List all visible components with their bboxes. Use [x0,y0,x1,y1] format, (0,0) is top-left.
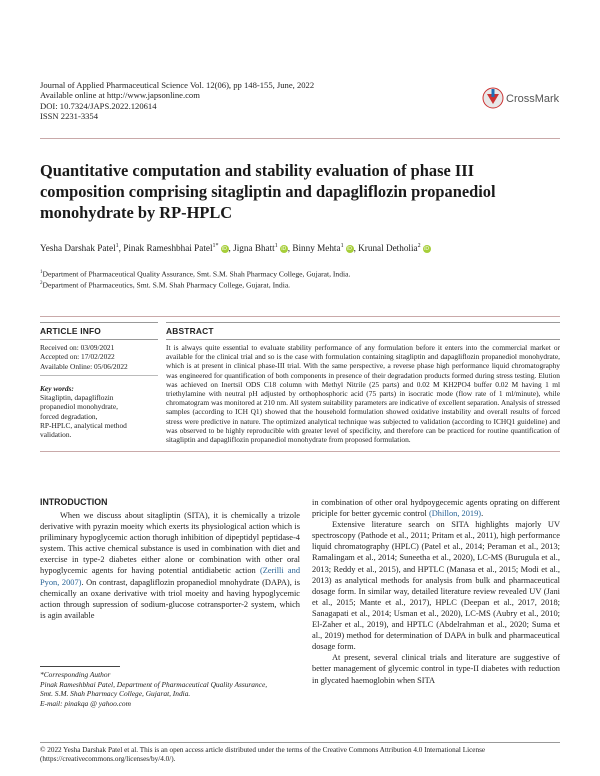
abstract-divider [40,451,560,452]
footnote-divider [40,666,120,667]
crossmark-icon [482,85,562,111]
keyword-line: propanediol monohydrate, [40,402,118,412]
abstract-text: It is always quite essential to evaluate stability performance of any formulation before it enters into the commercial market or available for the clinical trial and so is the case with formulation containing sitagliptin and dapagliflozin propanediol monohydrate, which is at present in clinical phase-III trial. With the same perspective, a reverse phase high performance liquid chromatography was engineered for quantification of both components in presence of their degradation products formed during stress testing. Elution was achieved on Inertsil ODS C18 column with Methyl Nitrile (25 parts) and 0.02 M KH2PO4 buffer 0.02 M having 1 ml triethylamine with neutral pH adjusted by orthophosphoric acid (75 parts) in isocratic mode (flow rate of 1 ml/minute), while chromatogram was monitored at 210 nm. All system suitability parameters are indicative of excellent separation. Analysis of stressed samples (according to ICH Q1) showed that the household formulation showed oxidative instability and overall results of forced stress were predictive in nature. The optimized analytical technique was subjected to validation (according to ICHQ1 guideline) and was observed to be highly reproducible with greater level of specificity, and therefore can be practiced for routine quantification of sitagliptin and dapagliflozin propanediol monohydrate from proposed formulation. [166,343,560,445]
orcid-icon[interactable]: iD [424,246,429,253]
author-5[interactable]: Krunal Detholia$^2$ [358,243,421,254]
intro-paragraph-continued: in combination of other oral hydpoygecemic agents oprating on different priciple for better gycemic control (Dhillon, 2019). [312,498,560,519]
copyright-line: © 2022 Yesha Darshak Patel et al. This is an open access article distributed under the terms of the Creative Commons Attribution 4.0 International License [40,746,486,754]
copyright-notice [40,746,560,765]
keyword-line: validation. [40,430,72,440]
keyword-line: forced degradation, [40,411,98,421]
intro-paragraph-1: When we discuss about sitagliptin (SITA), it is chemically a trizole derivative with pyrazin moeity which exerts its physiological action which is priliminary hypoglycemic action thorugh inhibition of dipeptidyl peptidase-4 system. This active chemical substance is used in combination with diet and exercise in type-2 diabetes either alone or combination with other oral hypoglycemic agents for having potential antidiabetic action (Zerilli and Pyon, 2007). On contrast, dapagliflozin propanediol mnohydrate (DAPA), is chemically an oxane derivative with triol moeity and having hypoglycemic action through supression of sodium-glucose cotransporter-2 system, which is agin available [40,511,301,620]
available-date: Available Online: 05/06/2022 [40,361,128,371]
right-column [312,497,560,686]
abstract-panel [166,322,560,447]
issn: ISSN 2231-3354 [40,111,99,122]
intro-paragraph-3: At present, several clinical trials and literature are suggestive of better management of glycemic control in type-II diabetes with reduction in glycated haemoglobin when SITA [312,653,560,685]
affiliation-2: $^2$Department of Pharmaceutics, Smt. S.M. Shah Pharmacy College, Gujarat, India. [40,280,291,290]
crossmark-logo[interactable] [482,85,562,111]
copyright-divider [40,742,560,743]
doi[interactable]: DOI: 10.7324/JAPS.2022.120614 [40,100,157,111]
citation-link[interactable]: (Zerilli and Pyon, 2007) [40,566,301,587]
orcid-icon[interactable]: iD [222,246,227,253]
orcid-icon[interactable]: iD [347,246,352,253]
corresponding-author-footnote [40,670,300,708]
author-3[interactable]: Jigna Bhatt$^1$ [233,243,278,254]
article-title: Quantitative computation and stability evaluation of phase III composition comprising sitagliptin and dapagliflozin propanediol monohydrate by RP-HPLC [40,161,496,222]
author-1[interactable]: Yesha Darshak Patel$^1$ [40,243,119,254]
keywords-list [40,393,158,439]
journal-url[interactable]: Available online at http://www.japsonline.com [40,90,200,101]
orcid-icon[interactable]: iD [281,246,287,253]
intro-paragraph-2: Extensive literature search on SITA highlights majorly UV spectroscopy (Pathode et al., 2011; Pritam et al., 2011), high performance liquid chromatography (HPLC) (Patel et al., 2014; Peraman et al., 2013; Ramalingam et al., 2014; Suneetha et al., 2020), LC-MS (Burugula et al., 2013; Reddy et al., 2015), and HPTLC (Manasa et al., 2015; Modi et al., 2013) as analytical methods for analysis from bulk and pharmaceutical dosage form. In similar way, detailed literature review revealed UV (Jani et al., 2015; Mante et al., 2017), HPLC (Deepan et al., 2017, 2018; Sanagapati et al., 2014; Usman et al., 2020), LC-MS (Aubry et al., 2010; El-Zaher et al., 2019), and HPTLC (Abdelrahman et al., 2020; Suma et al., 2019) method for determination of DAPA in bulk and pharmaceutical dosage form. [312,520,560,652]
section-divider [40,316,560,317]
journal-header [40,80,314,122]
article-info-panel [40,322,158,447]
accepted-date: Accepted on: 17/02/2022 [40,352,115,362]
left-column [40,510,300,621]
corresponding-label: *Corresponding Author [40,670,111,679]
citation-link[interactable]: (Dhillon, 2019) [428,509,482,519]
corresponding-institution: Smt. S.M. Shah Pharmacy College, Gujarat, India. [40,689,191,699]
author-2[interactable]: Pinak Rameshbhai Patel$^{1*}$ [123,243,219,254]
article-dates [40,343,158,376]
author-4[interactable]: Binny Mehta$^1$ [292,243,344,254]
corresponding-email[interactable]: E-mail: pinakqa @ yahoo.com [40,698,131,708]
keyword-line: Sitagliptin, dapagliflozin [40,393,114,403]
introduction-heading: INTRODUCTION [40,497,108,507]
abstract-heading: ABSTRACT [166,323,560,340]
license-link[interactable]: (https://creativecommons.org/licenses/by/4.0/). [40,755,176,764]
keyword-line: RP-HPLC, analytical method [40,420,127,430]
header-divider [40,138,560,139]
author-list: Yesha Darshak Patel$^1$, Pinak Rameshbhai Patel$^{1*}$iD , Jigna Bhatt$^1$iD , Binny Mehta$^1$iD , Krunal Detholia$^2$iD [40,243,429,254]
affiliation-1: $^1$Department of Pharmaceutical Quality Assurance, Smt. S.M. Shah Pharmacy College, Gujarat, India. [40,269,351,279]
corresponding-name: Pinak Rameshbhai Patel, Department of Pharmaceutical Quality Assurance, [40,679,268,689]
journal-citation: Journal of Applied Pharmaceutical Science Vol. 12(06), pp 148-155, June, 2022 [40,80,315,90]
article-info-heading: ARTICLE INFO [40,323,158,340]
keywords-heading: Key words: [40,384,74,394]
received-date: Received on: 03/09/2021 [40,343,115,352]
crossmark-text: CrossMark [506,93,560,105]
